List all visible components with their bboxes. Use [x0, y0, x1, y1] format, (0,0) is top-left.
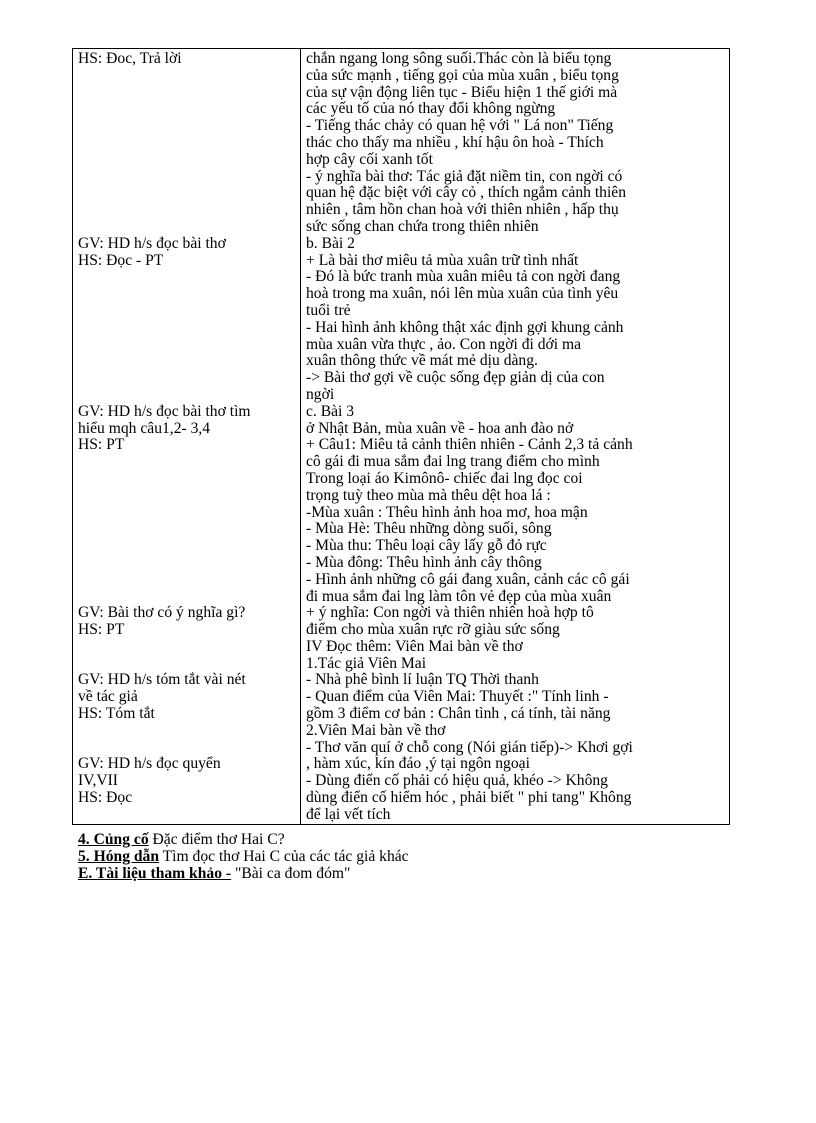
content-line: + Là bài thơ miêu tả mùa xuân trữ tình nhất [306, 252, 579, 269]
content-line: + ý nghĩa: Con ngời và thiên nhiên hoà hợp tô [306, 605, 594, 622]
content-line: -> Bài thơ gợi về cuộc sống đẹp giản dị của con [306, 370, 605, 387]
content-line: - ý nghĩa bài thơ: Tác giả đặt niềm tin, con ngời có [306, 168, 623, 185]
activity-line [78, 68, 295, 85]
content-line: 2.Viên Mai bàn về thơ [306, 722, 446, 739]
activity-line [78, 202, 295, 219]
lesson-footer [78, 832, 409, 882]
table-row [73, 49, 730, 825]
activity-line [78, 337, 295, 354]
lesson-content-column [301, 49, 730, 825]
content-line: ngời [306, 386, 335, 403]
guidance-line [78, 849, 409, 866]
content-line: + Câu1: Miêu tả cảnh thiên nhiên - Cảnh 2,3 tả cảnh [306, 437, 633, 454]
reference-text: "Bài ca đom đóm" [231, 864, 351, 882]
guidance-label: 5. Hóng dẫn [78, 847, 160, 865]
activity-line: về tác giả [78, 689, 138, 706]
content-line: các yếu tố của nó thay đổi không ngừng [306, 101, 556, 118]
content-line: IV Đọc thêm: Viên Mai bàn về thơ [306, 638, 523, 655]
activity-line: hiểu mqh câu1,2- 3,4 [78, 420, 211, 437]
activity-line: IV,VII [78, 773, 118, 790]
activity-line [78, 185, 295, 202]
activity-line: HS: Tóm tắt [78, 706, 155, 723]
content-line: -Mùa xuân : Thêu hình ảnh hoa mơ, hoa mận [306, 504, 588, 521]
content-line: cô gái đi mua sắm đai lng trang điểm cho mình [306, 454, 600, 471]
content-line: ở Nhật Bản, mùa xuân về - hoa anh đào nở [306, 420, 574, 437]
activity-line [78, 471, 295, 488]
activity-line [78, 169, 295, 186]
activity-line: HS: Đọc [78, 790, 133, 807]
content-line: - Nhà phê bình lí luận TQ Thời thanh [306, 672, 539, 689]
activity-line [78, 639, 295, 656]
content-line: b. Bài 2 [306, 235, 355, 252]
activity-line [78, 589, 295, 606]
activity-line [78, 286, 295, 303]
activity-line [78, 320, 295, 337]
content-line: thác cho thấy ma nhiều , khí hậu ôn hoà - Thích [306, 134, 604, 151]
activity-line [78, 538, 295, 555]
activity-line [78, 572, 295, 589]
content-line: Trong loại áo Kimônô- chiếc đai lng đọc coi [306, 470, 583, 487]
content-line: trọng tuỳ theo mùa mà thêu dệt hoa lá : [306, 487, 551, 504]
content-line: c. Bài 3 [306, 403, 355, 420]
lesson-table [72, 48, 730, 825]
activity-line: GV: HD h/s tóm tắt vài nét [78, 672, 246, 689]
activity-line: GV: Bài thơ có ý nghĩa gì? [78, 605, 246, 622]
content-line: điểm cho mùa xuân rực rỡ giàu sức sống [306, 622, 560, 639]
activity-line: HS: Đoc, Trả lời [78, 51, 182, 67]
content-line: - Thơ văn quí ở chỗ cong (Nói gián tiếp)-> Khơi gợi [306, 739, 633, 756]
activity-line [78, 723, 295, 740]
activity-line [78, 370, 295, 387]
content-line: , hàm xúc, kín đáo ,ý tại ngôn ngoại [306, 756, 530, 773]
activity-line [78, 488, 295, 505]
content-line: quan hệ đặc biệt với cây cỏ , thích ngắm cảnh thiên [306, 185, 627, 202]
activity-line [78, 656, 295, 673]
content-line: - Mùa thu: Thêu loại cây lấy gỗ đỏ rực [306, 538, 547, 555]
activity-line: GV: HD h/s đọc quyển [78, 756, 221, 773]
activity-line: HS: PT [78, 437, 125, 454]
content-line: tuổi trẻ [306, 302, 351, 319]
activity-line [78, 353, 295, 370]
content-line: hoà trong ma xuân, nói lên mùa xuân của tình yêu [306, 286, 619, 303]
content-line: - Tiếng thác chảy có quan hệ với " Lá non" Tiếng [306, 118, 614, 135]
content-line: gồm 3 điểm cơ bản : Chân tình , cá tính, tài năng [306, 706, 611, 723]
content-line: đi mua sắm đai lng làm tôn vẻ đẹp của mùa xuân [306, 588, 612, 605]
activity-line [78, 387, 295, 404]
consolidation-line [78, 832, 409, 849]
content-line: 1.Tác giả Viên Mai [306, 655, 427, 672]
content-line: chắn ngang long sông suối.Thác còn là biểu tọng [306, 51, 612, 67]
content-line: - Đó là bức tranh mùa xuân miêu tả con ngời đang [306, 269, 621, 286]
activity-line [78, 303, 295, 320]
content-line: - Hình ảnh những cô gái đang xuân, cảnh các cô gái [306, 571, 630, 588]
content-line: của sự vận động liên tục - Biểu hiện 1 thế giới mà [306, 84, 618, 101]
activity-line [78, 101, 295, 118]
activity-line [78, 740, 295, 757]
content-line: - Hai hình ảnh không thật xác định gợi khung cảnh [306, 319, 624, 336]
consolidation-label: 4. Củng cố [78, 831, 149, 848]
reference-label: E. Tài liệu tham khảo - [78, 864, 232, 882]
activity-line: GV: HD h/s đọc bài thơ tìm [78, 403, 251, 420]
content-line: để lại vết tích [306, 806, 391, 823]
content-line: của sức mạnh , tiếng gọi của mùa xuân , biểu tọng [306, 67, 619, 84]
activity-line [78, 118, 295, 135]
content-line: xuân thông thức về mát mẻ dịu dàng. [306, 353, 538, 370]
content-line: - Mùa đông: Thêu hình ảnh cây thông [306, 554, 542, 571]
activity-line [78, 505, 295, 522]
content-line: - Quan điểm của Viên Mai: Thuyết :" Tính linh - [306, 689, 609, 706]
activity-line [78, 135, 295, 152]
activity-line [78, 219, 295, 236]
activity-line [78, 521, 295, 538]
content-line: - Dùng điển cố phải có hiệu quả, khéo -> Không [306, 773, 608, 790]
activity-line: HS: PT [78, 622, 125, 639]
content-line: mùa xuân vừa thực , ảo. Con ngời đi dới ma [306, 336, 582, 353]
reference-line [78, 866, 409, 883]
guidance-text: Tìm đọc thơ Hai C của các tác giả khác [159, 847, 409, 865]
activity-line [78, 454, 295, 471]
content-line: nhiên , tâm hồn chan hoà với thiên nhiên , hấp thụ [306, 202, 619, 219]
teacher-student-activity-column [73, 49, 301, 825]
content-line: sức sống chan chứa trong thiên nhiên [306, 218, 539, 235]
activity-line [78, 152, 295, 169]
consolidation-text: Đặc điểm thơ Hai C? [148, 831, 285, 848]
content-line: dùng điển cố hiểm hóc , phải biết " phi tang" Không [306, 790, 632, 807]
activity-line: HS: Đọc - PT [78, 252, 164, 269]
activity-line [78, 555, 295, 572]
content-line: - Mùa Hè: Thêu những dòng suối, sông [306, 521, 552, 538]
activity-line [78, 85, 295, 102]
content-line: hợp cây cối xanh tốt [306, 151, 433, 168]
activity-line [78, 269, 295, 286]
activity-line: GV: HD h/s đọc bài thơ [78, 235, 226, 252]
